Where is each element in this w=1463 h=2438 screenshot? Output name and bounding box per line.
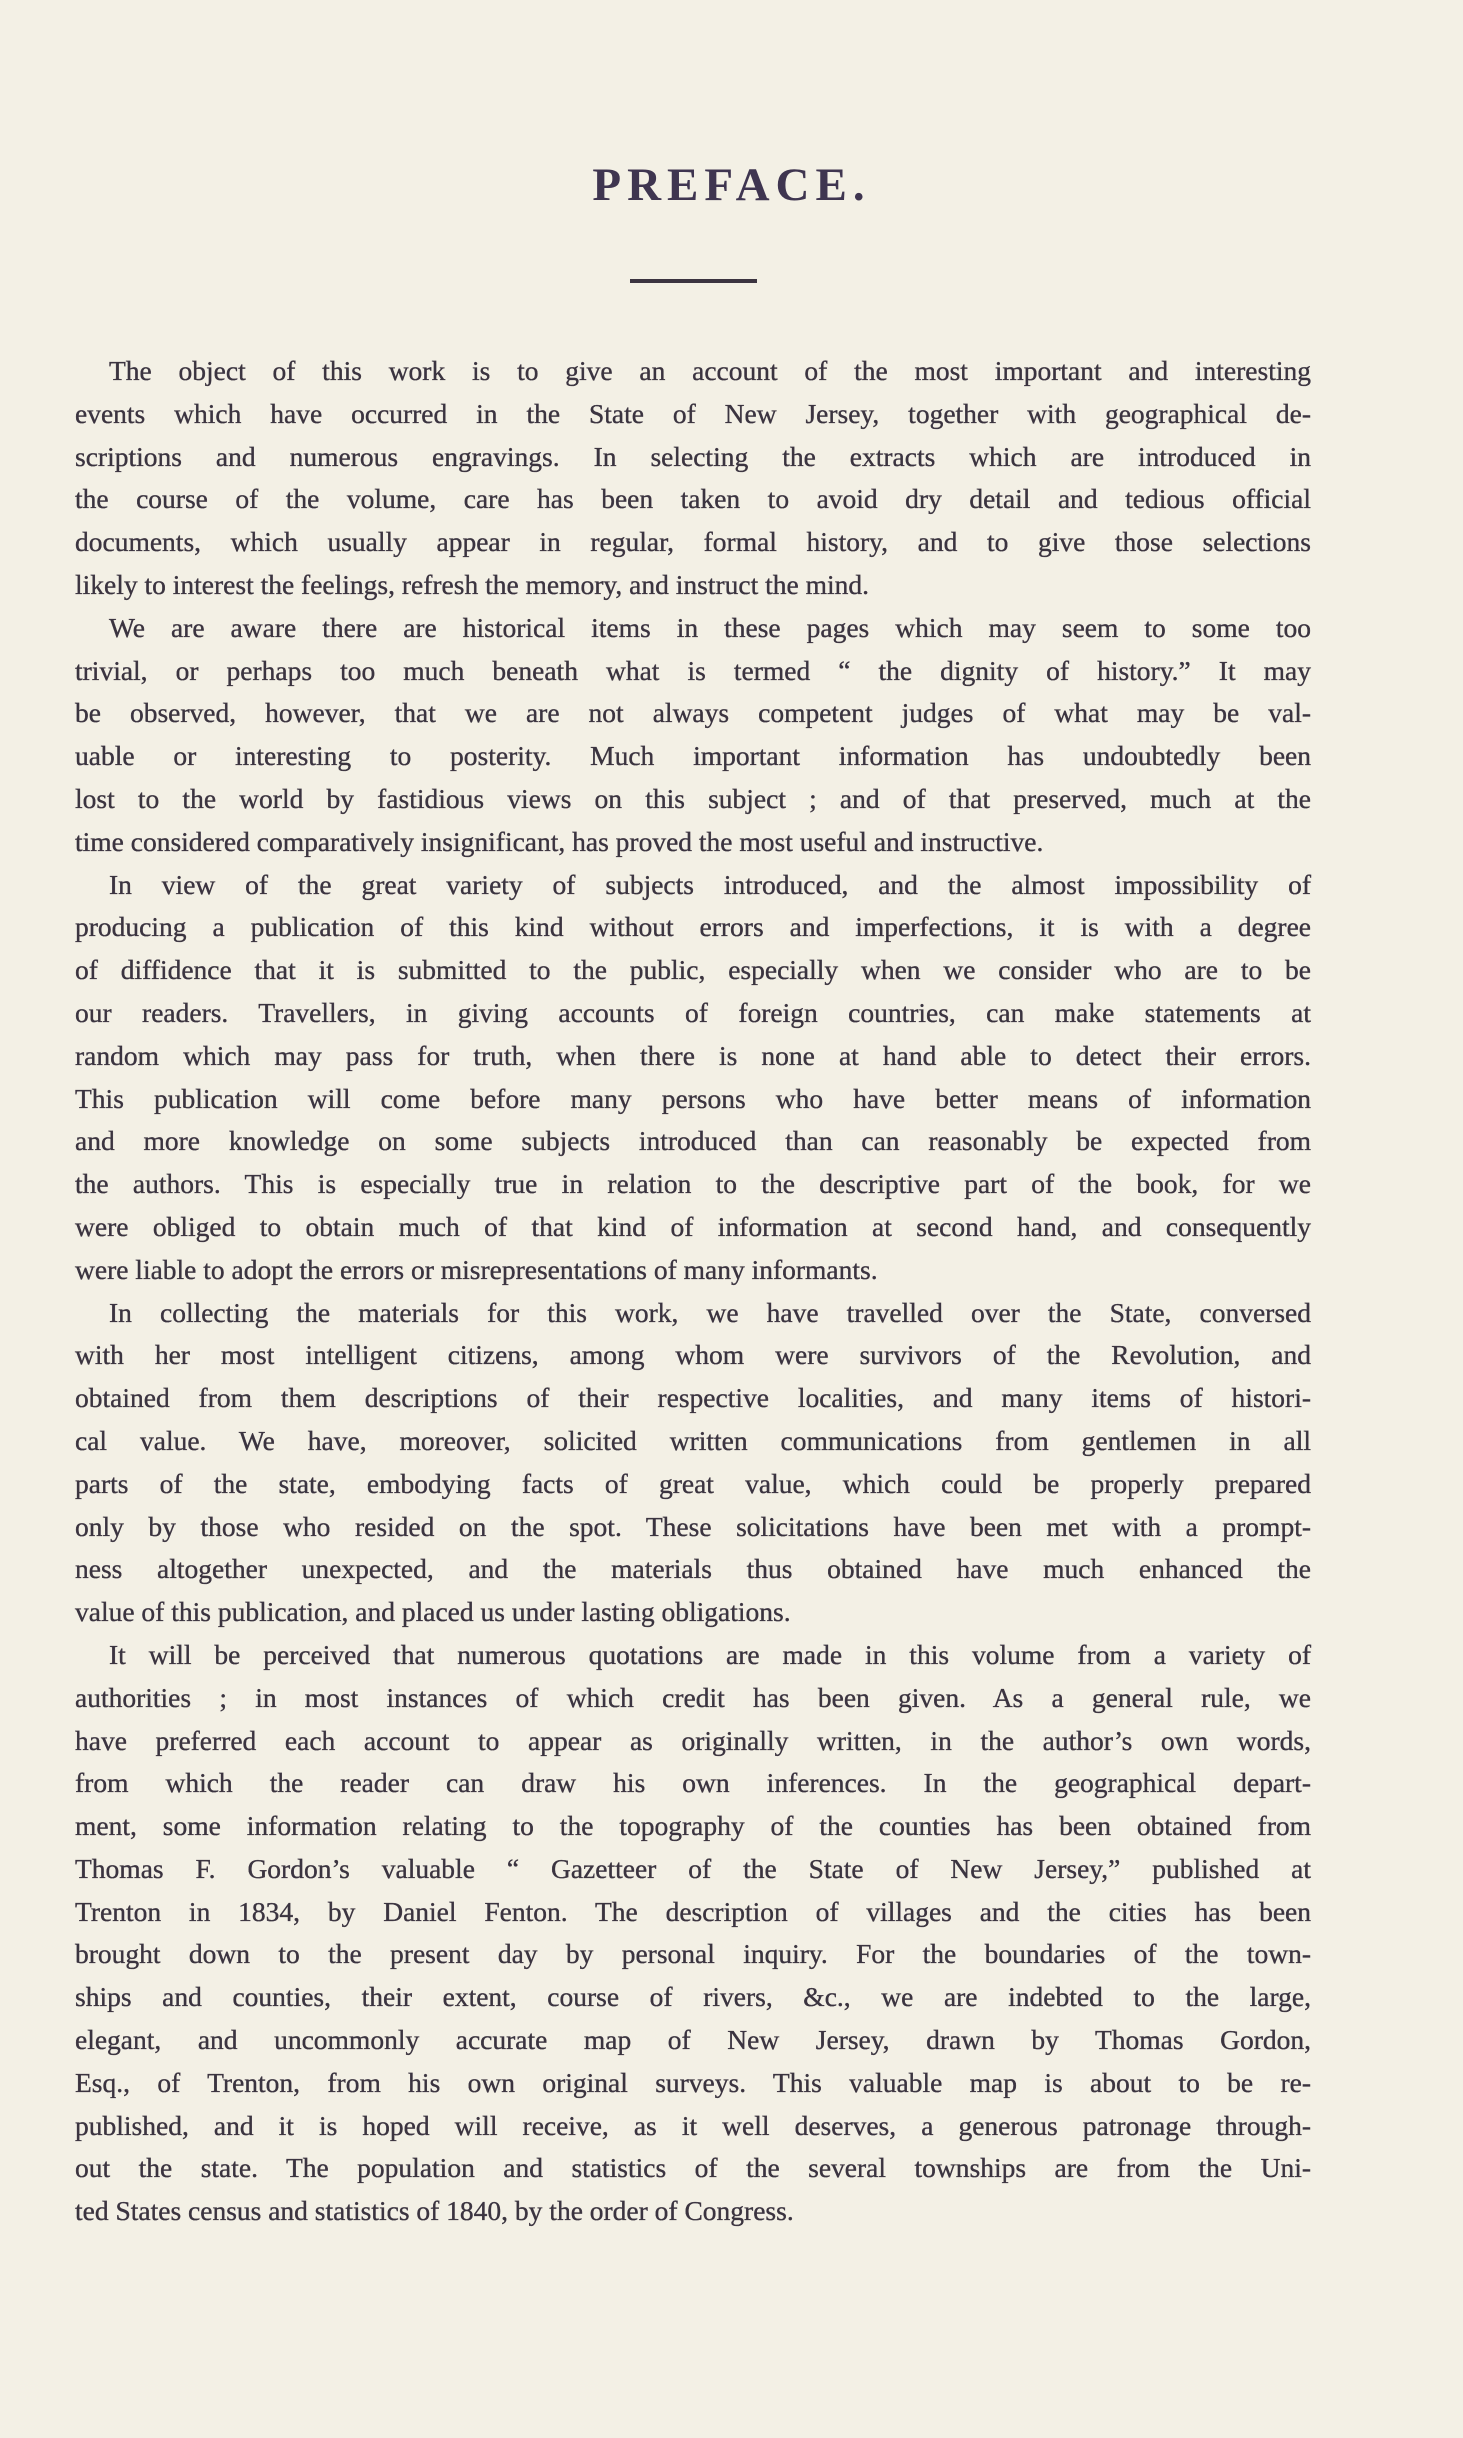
paragraph	[75, 1634, 1311, 2233]
text-line: documents, which usually appear in regular, formal history, and to give those selections	[75, 526, 1311, 558]
text-line: cal value. We have, moreover, solicited written communications from gentlemen in all	[75, 1424, 1311, 1456]
text-line: scriptions and numerous engravings. In selecting the extracts which are introduced in	[75, 440, 1311, 472]
text-line: our readers. Travellers, in giving accounts of foreign countries, can make statements at	[75, 996, 1311, 1028]
text-line: random which may pass for truth, when there is none at hand able to detect their errors.	[75, 1039, 1311, 1071]
text-line: the authors. This is especially true in relation to the descriptive part of the book, for we	[75, 1168, 1311, 1200]
text-line: with her most intelligent citizens, among whom were survivors of the Revolution, and	[75, 1339, 1311, 1371]
paragraph	[75, 350, 1311, 607]
paragraph	[75, 607, 1311, 864]
text-line: Thomas F. Gordon’s valuable “ Gazetteer of the State of New Jersey,” published at	[75, 1852, 1311, 1884]
text-line: Esq., of Trenton, from his own original surveys. This valuable map is about to be re-	[75, 2066, 1311, 2098]
paragraph	[75, 1292, 1311, 1634]
text-line: uable or interesting to posterity. Much important information has undoubtedly been	[75, 740, 1311, 772]
text-line: the course of the volume, care has been taken to avoid dry detail and tedious official	[75, 483, 1311, 515]
page-title: PREFACE.	[592, 159, 871, 211]
text-line: lost to the world by fastidious views on this subject ; and of that preserved, much at the	[75, 782, 1311, 814]
text-line: published, and it is hoped will receive, as it well deserves, a generous patronage through-	[75, 2109, 1311, 2141]
text-line: time considered comparatively insignificant, has proved the most useful and instructive.	[75, 825, 1044, 857]
text-line: ships and counties, their extent, course of rivers, &c., we are indebted to the large,	[75, 1981, 1311, 2013]
text-line: This publication will come before many persons who have better means of information	[75, 1082, 1311, 1114]
text-line: trivial, or perhaps too much beneath what is termed “ the dignity of history.” It may	[75, 654, 1311, 686]
text-line: ness altogether unexpected, and the materials thus obtained have much enhanced the	[75, 1553, 1311, 1585]
text-line: of diffidence that it is submitted to the public, especially when we consider who are to be	[75, 954, 1311, 986]
text-line: have preferred each account to appear as originally written, in the author’s own words,	[75, 1724, 1311, 1756]
text-line: In view of the great variety of subjects introduced, and the almost impossibility of	[109, 868, 1311, 900]
paragraph	[75, 864, 1311, 1292]
text-line: parts of the state, embodying facts of great value, which could be properly prepared	[75, 1467, 1311, 1499]
text-line: were obliged to obtain much of that kind of information at second hand, and consequently	[75, 1210, 1311, 1242]
text-line: producing a publication of this kind without errors and imperfections, it is with a degree	[75, 911, 1311, 943]
preface-body	[75, 350, 1311, 2233]
text-line: ment, some information relating to the topography of the counties has been obtained from	[75, 1810, 1311, 1842]
text-line: out the state. The population and statistics of the several townships are from the Uni-	[75, 2152, 1311, 2184]
text-line: events which have occurred in the State of New Jersey, together with geographical de-	[75, 397, 1311, 429]
text-line: Trenton in 1834, by Daniel Fenton. The description of villages and the cities has been	[75, 1895, 1311, 1927]
text-line: obtained from them descriptions of their respective localities, and many items of histori-	[75, 1382, 1311, 1414]
title-divider	[630, 279, 757, 283]
text-line: The object of this work is to give an account of the most important and interesting	[109, 355, 1311, 386]
text-line: It will be perceived that numerous quotations are made in this volume from a variety of	[109, 1638, 1311, 1670]
text-line: were liable to adopt the errors or misrepresentations of many informants.	[75, 1253, 878, 1285]
text-line: only by those who resided on the spot. These solicitations have been met with a prompt-	[75, 1510, 1311, 1542]
text-line: from which the reader can draw his own inferences. In the geographical depart-	[75, 1767, 1311, 1799]
text-line: value of this publication, and placed us under lasting obligations.	[75, 1596, 791, 1628]
text-line: be observed, however, that we are not always competent judges of what may be val-	[75, 697, 1311, 729]
text-line: likely to interest the feelings, refresh the memory, and instruct the mind.	[75, 568, 869, 600]
text-line: brought down to the present day by personal inquiry. For the boundaries of the town-	[75, 1938, 1311, 1970]
text-line: In collecting the materials for this work, we have travelled over the State, conversed	[109, 1296, 1311, 1328]
text-line: elegant, and uncommonly accurate map of New Jersey, drawn by Thomas Gordon,	[75, 2024, 1311, 2056]
text-line: We are aware there are historical items in these pages which may seem to some too	[109, 611, 1311, 643]
text-line: and more knowledge on some subjects introduced than can reasonably be expected from	[75, 1125, 1311, 1157]
text-line: authorities ; in most instances of which credit has been given. As a general rule, we	[75, 1681, 1311, 1713]
text-line: ted States census and statistics of 1840, by the order of Congress.	[75, 2195, 794, 2227]
